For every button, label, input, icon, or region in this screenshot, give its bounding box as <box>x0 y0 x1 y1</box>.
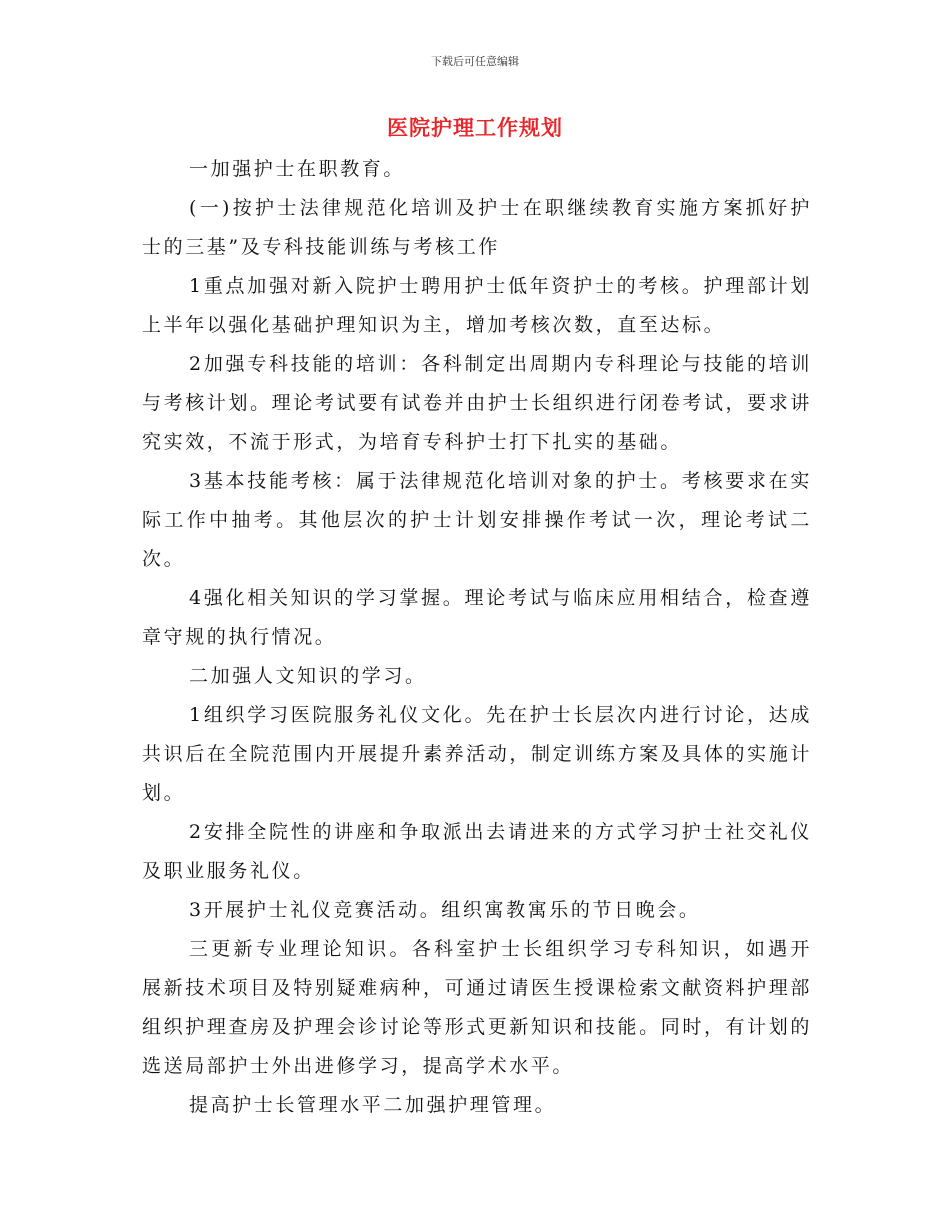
paragraph: 三更新专业理论知识。各科室护士长组织学习专科知识，如遇开展新技术项目及特别疑难病种，可通过请医生授课检索文献资料护理部组织护理查房及护理会诊讨论等形式更新知识和技能。同时，有计划的选送局部护士外出进修学习，提高学术水平。 <box>142 938 812 1077</box>
document-body <box>142 150 812 1125</box>
document-title: 医院护理工作规划 <box>387 115 563 140</box>
paragraph: 1组织学习医院服务礼仪文化。先在护士长层次内进行讨论，达成共识后在全院范围内开展提升素养活动，制定训练方案及具体的实施计划。 <box>142 704 812 804</box>
paragraph: 1重点加强对新入院护士聘用护士低年资护士的考核。护理部计划上半年以强化基础护理知识为主，增加考核次数，直至达标。 <box>142 275 812 336</box>
paragraph: 3开展护士礼仪竞赛活动。组织寓教寓乐的节日晚会。 <box>189 899 701 921</box>
paragraph: 提高护士长管理水平二加强护理管理。 <box>189 1094 557 1116</box>
paragraph: (一)按护士法律规范化培训及护士在职继续教育实施方案抓好护士的三基”及专科技能训练与考核工作 <box>142 197 812 258</box>
paragraph: 一加强护士在职教育。 <box>189 158 406 180</box>
paragraph: 2加强专科技能的培训：各科制定出周期内专科理论与技能的培训与考核计划。理论考试要有试卷并由护士长组织进行闭卷考试，要求讲究实效，不流于形式，为培育专科护士打下扎实的基础。 <box>142 353 812 453</box>
paragraph: 4强化相关知识的学习掌握。理论考试与临床应用相结合，检查遵章守规的执行情况。 <box>142 587 812 648</box>
paragraph: 2安排全院性的讲座和争取派出去请进来的方式学习护士社交礼仪及职业服务礼仪。 <box>142 821 812 882</box>
header-note: 下载后可任意编辑 <box>431 55 519 68</box>
paragraph: 3基本技能考核：属于法律规范化培训对象的护士。考核要求在实际工作中抽考。其他层次的护士计划安排操作考试一次，理论考试二次。 <box>142 470 812 570</box>
paragraph: 二加强人文知识的学习。 <box>189 665 427 687</box>
